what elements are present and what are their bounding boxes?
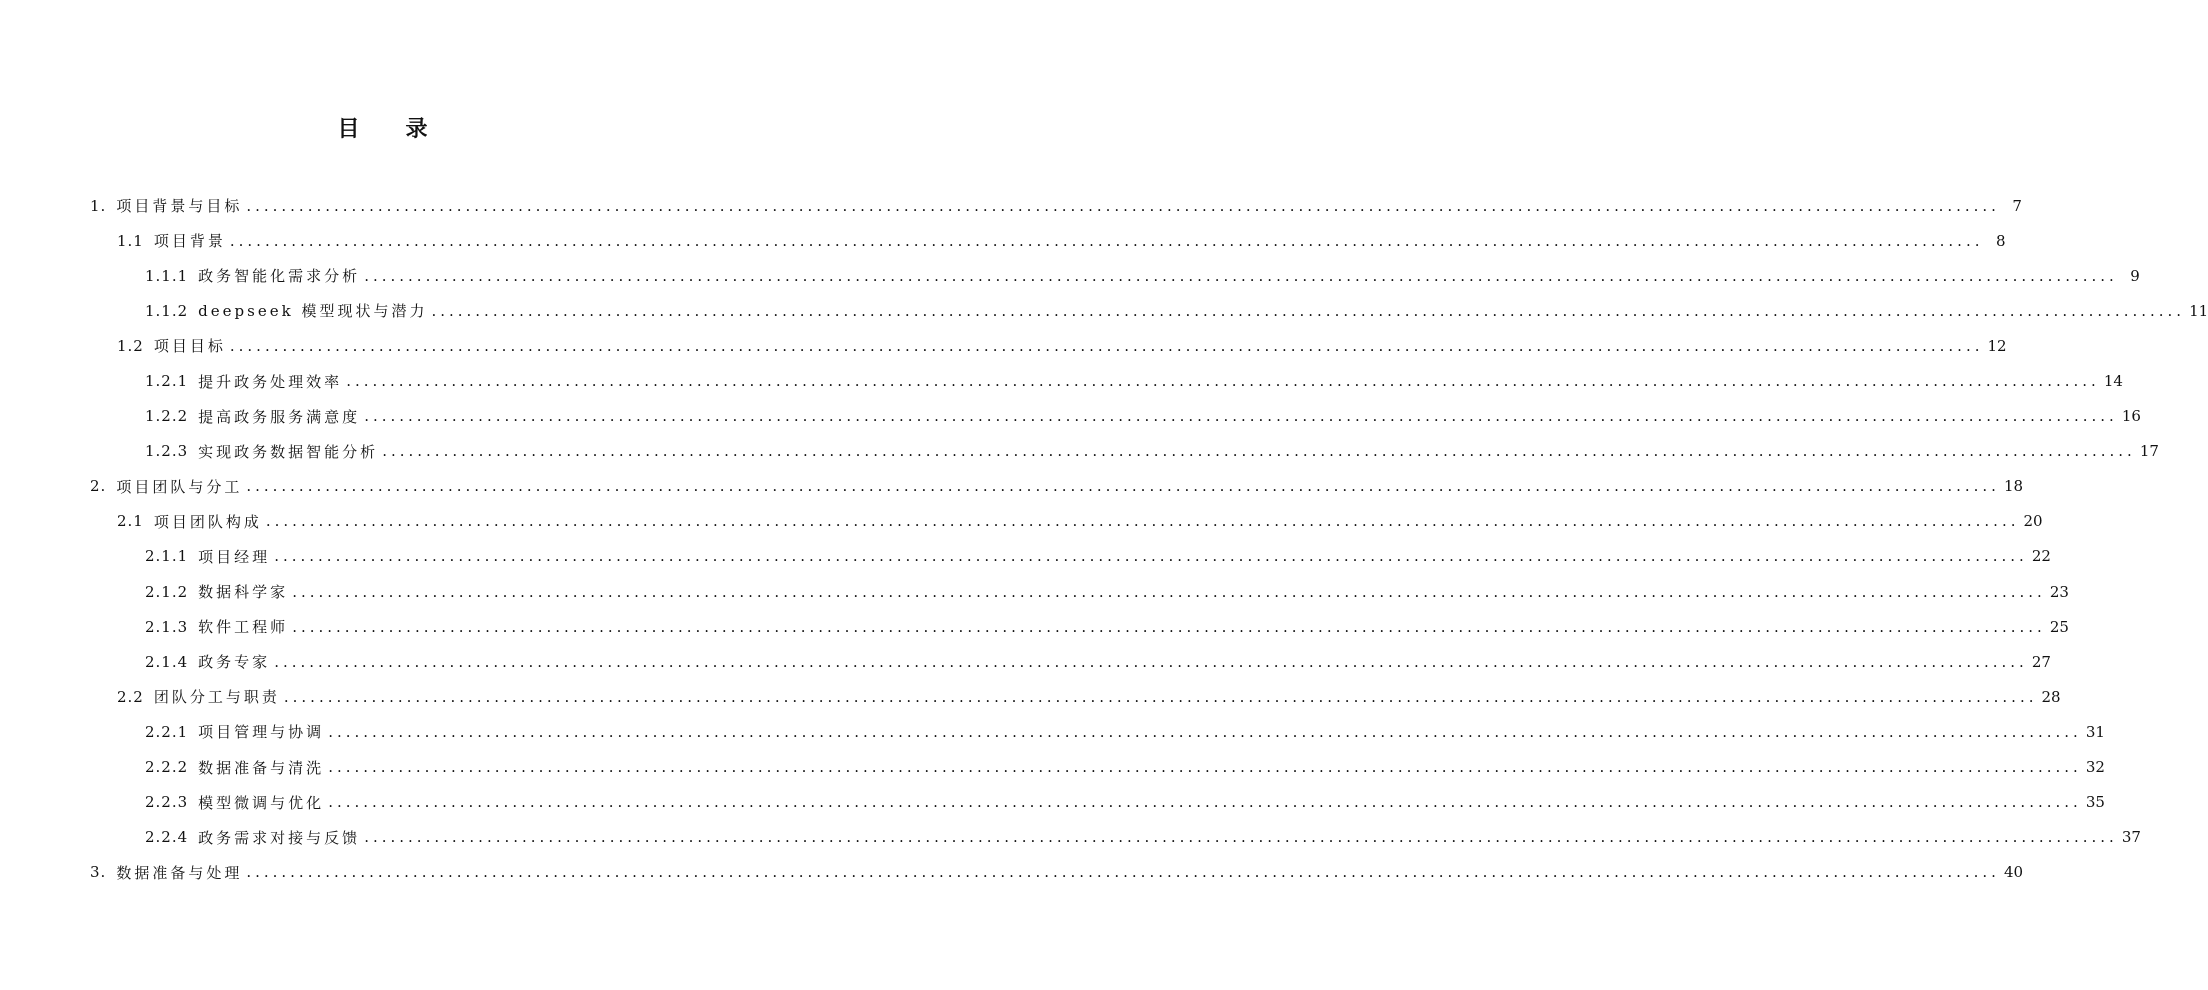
toc-entry-page: 35 xyxy=(2085,793,2105,812)
toc-entry-title: 提升政务处理效率 xyxy=(198,372,343,391)
toc-entry-title: 软件工程师 xyxy=(198,618,289,637)
toc-entry-number: 1.1 xyxy=(117,231,144,250)
toc-entry[interactable] xyxy=(0,328,2007,363)
toc-entry-page: 32 xyxy=(2085,758,2105,777)
toc-entry[interactable] xyxy=(0,188,2022,223)
toc-entry-number: 1.1.2 xyxy=(145,301,189,320)
toc-leader-dots: ........................................................................................................................................................................................................ xyxy=(246,196,2000,215)
toc-entry[interactable] xyxy=(0,363,2123,398)
toc-entry-title: 项目团队与分工 xyxy=(116,477,243,496)
toc-entry-title: 数据准备与处理 xyxy=(116,863,243,882)
toc-title xyxy=(0,112,765,143)
toc-entry-number: 2.1.2 xyxy=(145,582,189,601)
toc-entry-number: 1.2 xyxy=(117,336,144,355)
toc-entry-title: 数据准备与清洗 xyxy=(198,758,325,777)
toc-entry-page: 28 xyxy=(2041,687,2061,706)
toc-entry[interactable] xyxy=(0,223,2006,258)
toc-leader-dots: ........................................................................................................................................................................................................ xyxy=(431,301,2186,320)
toc-entry-title: 项目团队构成 xyxy=(153,512,262,531)
toc-leader-dots: ........................................................................................................................................................................................................ xyxy=(274,652,2028,671)
toc-list xyxy=(0,188,2208,890)
toc-leader-dots: ........................................................................................................................................................................................................ xyxy=(292,582,2046,601)
toc-entry-number: 2.2.4 xyxy=(145,828,189,847)
toc-leader-dots: ........................................................................................................................................................................................................ xyxy=(382,442,2136,461)
toc-entry-title: 提高政务服务满意度 xyxy=(198,407,361,426)
toc-entry[interactable] xyxy=(0,434,2159,469)
toc-entry-number: 1.2.1 xyxy=(145,372,189,391)
toc-entry-page: 17 xyxy=(2139,442,2159,461)
toc-entry-page: 27 xyxy=(2031,652,2051,671)
toc-leader-dots: ........................................................................................................................................................................................................ xyxy=(265,512,2020,531)
toc-entry-title: 项目目标 xyxy=(153,337,226,356)
toc-entry-page: 9 xyxy=(2130,266,2140,285)
toc-entry-page: 37 xyxy=(2121,828,2141,847)
toc-entry-number: 2.2 xyxy=(117,687,144,706)
toc-entry-number: 3. xyxy=(90,863,107,882)
toc-entry-page: 40 xyxy=(2003,863,2024,882)
toc-entry[interactable] xyxy=(0,609,2069,644)
toc-leader-dots: ........................................................................................................................................................................................................ xyxy=(328,722,2082,741)
toc-entry-title: 模型微调与优化 xyxy=(198,793,325,812)
toc-leader-dots: ........................................................................................................................................................................................................ xyxy=(229,336,1984,355)
toc-title-char-1: 目 xyxy=(337,116,360,142)
toc-entry-page: 18 xyxy=(2003,477,2024,496)
toc-entry-title: 政务需求对接与反馈 xyxy=(198,828,361,847)
toc-entry-number: 2. xyxy=(90,477,107,496)
toc-leader-dots: ........................................................................................................................................................................................................ xyxy=(328,793,2082,812)
toc-entry-number: 2.1 xyxy=(117,512,144,531)
toc-entry-title: 数据科学家 xyxy=(198,583,289,602)
toc-leader-dots: ........................................................................................................................................................................................................ xyxy=(274,547,2028,566)
toc-entry[interactable] xyxy=(0,258,2140,293)
toc-entry-number: 1.1.1 xyxy=(145,266,189,285)
toc-entry-page: 7 xyxy=(2012,196,2022,215)
toc-entry-number: 1. xyxy=(90,196,107,215)
toc-entry-number: 1.2.3 xyxy=(145,442,189,461)
toc-entry-number: 1.2.2 xyxy=(145,407,189,426)
toc-entry[interactable] xyxy=(0,504,2043,539)
toc-entry-title: 政务智能化需求分析 xyxy=(198,267,361,286)
toc-entry-title: 项目管理与协调 xyxy=(198,723,325,742)
toc-entry-page: 23 xyxy=(2049,582,2069,601)
toc-entry-page: 12 xyxy=(1987,336,2007,355)
toc-leader-dots: ........................................................................................................................................................................................................ xyxy=(328,758,2082,777)
toc-leader-dots: ........................................................................................................................................................................................................ xyxy=(283,687,2038,706)
toc-entry-number: 2.1.1 xyxy=(145,547,189,566)
toc-entry-page: 14 xyxy=(2103,372,2123,391)
toc-entry[interactable] xyxy=(0,293,2208,328)
toc-entry[interactable] xyxy=(0,855,2024,890)
toc-entry-page: 22 xyxy=(2031,547,2051,566)
toc-leader-dots: ........................................................................................................................................................................................................ xyxy=(229,231,1984,250)
toc-entry-title: 项目背景 xyxy=(153,232,226,251)
toc-entry-page: 16 xyxy=(2121,407,2141,426)
toc-entry-number: 2.2.3 xyxy=(145,793,189,812)
toc-entry-number: 2.2.1 xyxy=(145,722,189,741)
toc-entry[interactable] xyxy=(0,539,2051,574)
toc-entry[interactable] xyxy=(0,469,2024,504)
toc-title-char-2: 录 xyxy=(405,116,428,142)
toc-entry-number: 2.1.3 xyxy=(145,617,189,636)
toc-leader-dots: ........................................................................................................................................................................................................ xyxy=(292,617,2046,636)
toc-entry-number: 2.2.2 xyxy=(145,758,189,777)
toc-entry[interactable] xyxy=(0,679,2061,714)
toc-entry-title: deepseek 模型现状与潜力 xyxy=(198,302,428,321)
toc-leader-dots: ........................................................................................................................................................................................................ xyxy=(246,477,2000,496)
toc-entry-title: 项目背景与目标 xyxy=(116,197,243,216)
toc-entry[interactable] xyxy=(0,820,2141,855)
toc-leader-dots: ........................................................................................................................................................................................................ xyxy=(364,828,2118,847)
toc-entry-title: 政务专家 xyxy=(198,653,271,672)
toc-entry-title: 项目经理 xyxy=(198,547,271,566)
toc-leader-dots: ........................................................................................................................................................................................................ xyxy=(246,863,2000,882)
toc-leader-dots: ........................................................................................................................................................................................................ xyxy=(346,372,2100,391)
toc-entry-page: 25 xyxy=(2049,617,2069,636)
toc-leader-dots: ........................................................................................................................................................................................................ xyxy=(364,266,2118,285)
toc-entry-page: 20 xyxy=(2023,512,2043,531)
toc-entry-title: 团队分工与职责 xyxy=(153,688,280,707)
toc-entry[interactable] xyxy=(0,644,2051,679)
toc-leader-dots: ........................................................................................................................................................................................................ xyxy=(364,407,2118,426)
toc-entry[interactable] xyxy=(0,399,2141,434)
toc-entry-number: 2.1.4 xyxy=(145,652,189,671)
toc-entry-page: 11 xyxy=(2189,301,2208,320)
toc-entry[interactable] xyxy=(0,714,2105,749)
toc-entry[interactable] xyxy=(0,574,2069,609)
toc-entry-page: 31 xyxy=(2085,722,2105,741)
toc-entry[interactable] xyxy=(0,785,2105,820)
toc-entry-page: 8 xyxy=(1995,231,2006,250)
toc-entry-title: 实现政务数据智能分析 xyxy=(198,442,379,461)
toc-entry[interactable] xyxy=(0,750,2105,785)
